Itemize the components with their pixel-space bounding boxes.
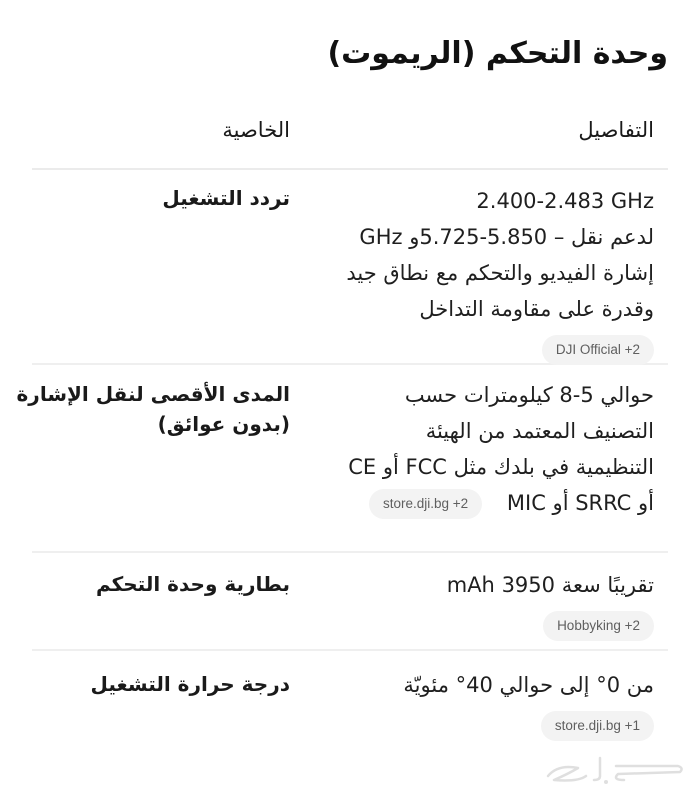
detail-line: وقدرة على مقاومة التداخل <box>419 297 654 321</box>
haraj-logo-icon <box>538 750 688 790</box>
detail-line: التنظيمية في بلدك مثل FCC أو CE <box>348 455 654 479</box>
table-row <box>16 365 668 553</box>
detail-line: تقريبًا سعة 3950 mAh <box>446 573 654 597</box>
header-details: التفاصيل <box>578 118 654 142</box>
detail-line: حوالي 5-8 كيلومترات حسب <box>404 383 654 407</box>
row-property <box>20 183 290 213</box>
property-label: (بدون عوائق) <box>157 412 290 436</box>
row-details <box>314 377 654 521</box>
source-chip[interactable]: DJI Official +2 <box>542 335 654 365</box>
property-label: بطارية وحدة التحكم <box>95 572 290 596</box>
row-details <box>314 567 654 643</box>
property-label: المدى الأقصى لنقل الإشارة <box>16 382 290 406</box>
detail-line: أو SRRC أو MIC <box>506 491 654 515</box>
table-row <box>32 553 668 651</box>
row-property <box>20 669 290 699</box>
source-chip[interactable]: Hobbyking +2 <box>543 611 654 641</box>
property-label: درجة حرارة التشغيل <box>90 672 290 696</box>
source-chip[interactable]: store.dji.bg +2 <box>369 489 482 519</box>
table-header <box>32 110 668 170</box>
row-property <box>16 379 290 439</box>
row-details <box>314 183 654 367</box>
detail-line: 2.400-2.483 GHz <box>476 189 654 213</box>
spec-table <box>16 110 668 751</box>
source-chip[interactable]: store.dji.bg +1 <box>541 711 654 741</box>
detail-line: إشارة الفيديو والتحكم مع نطاق جيد <box>346 261 654 285</box>
table-row <box>32 170 668 365</box>
detail-line: من 0° إلى حوالي 40° مئويّة <box>403 673 654 697</box>
page-title: وحدة التحكم (الريموت) <box>327 36 668 71</box>
detail-line: التصنيف المعتمد من الهيئة <box>425 419 654 443</box>
row-details <box>314 667 654 743</box>
row-property <box>20 569 290 599</box>
property-label: تردد التشغيل <box>162 186 290 210</box>
detail-line: لدعم نقل – 5.850-5.725و GHz <box>359 225 654 249</box>
header-property: الخاصية <box>222 118 290 142</box>
table-row <box>32 651 668 751</box>
